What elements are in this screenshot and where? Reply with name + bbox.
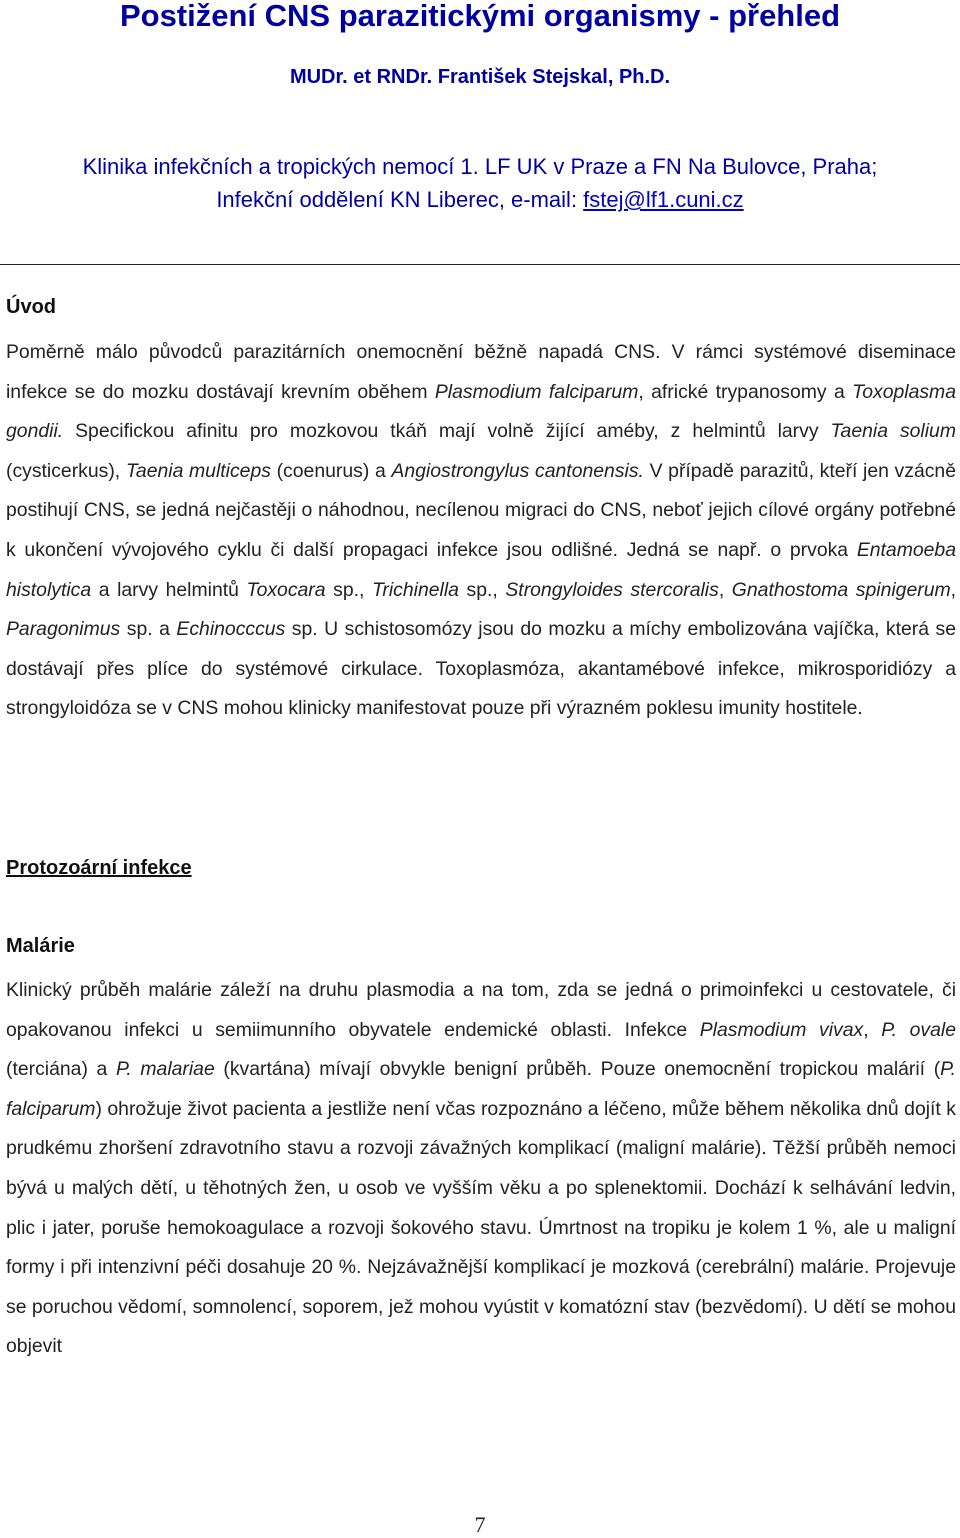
affiliation-line-2-text: Infekční oddělení KN Liberec, e-mail: — [216, 187, 584, 212]
section-heading-protozoa: Protozoární infekce — [6, 857, 192, 879]
page-number: 7 — [474, 1512, 486, 1537]
intro-heading: Úvod — [6, 296, 56, 318]
horizontal-divider — [0, 264, 960, 265]
affiliation-line-2 — [0, 183, 960, 216]
intro-paragraph: Poměrně málo původců parazitárních onemocnění běžně napadá CNS. V rámci systémové diseminace infekce se do mozku dostávají krevním oběhem Plasmodium falciparum, africké trypanosomy a Toxoplasma gondii. Specifickou afinitu pro mozkovou tkáň mají volně žijící améby, z helmintů larvy Taenia solium (cysticerkus), Taenia multiceps (coenurus) a Angiostrongylus cantonensis. V případě parazitů, kteří jen vzácně postihují CNS, se jedná nejčastěji o náhodnou, necílenou migraci do CNS, neboť jejich cílové orgány potřebné k ukončení vývojového cyklu či další propagaci infekce jsou odlišné. Jedná se např. o prvoka Entamoeba histolytica a larvy helmintů Toxocara sp., Trichinella sp., Strongyloides stercoralis, Gnathostoma spinigerum, Paragonimus sp. a Echinocccus sp. U schistosomózy jsou do mozku a míchy embolizována vajíčka, která se dostávají přes plíce do systémové cirkulace. Toxoplasmóza, akantamébové infekce, mikrosporidiózy a strongyloidóza se v CNS mohou klinicky manifestovat pouze při výrazném poklesu imunity hostitele. — [6, 341, 957, 720]
malaria-paragraph: Klinický průběh malárie záleží na druhu plasmodia a na tom, zda se jedná o primoinfekci u cestovatele, či opakovanou infekci u semiimunního obyvatele endemické oblasti. Infekce Plasmodium vivax, P. ovale (terciána) a P. malariae (kvartána) mívají obvykle benigní průběh. Pouze onemocnění tropickou malárií (P. falciparum) ohrožuje život pacienta a jestliže není včas rozpoznáno a léčeno, může během několika dnů dojít k prudkému zhoršení zdravotního stavu a rozvoji závažných komplikací (maligní malárie). Těžší průběh nemoci bývá u malých dětí, u těhotných žen, u osob ve vyšším věku a po splenektomii. Dochází k selhávání ledvin, plic i jater, poruše hemokoagulace a rozvoji šokového stavu. Úmrtnost na tropiku je kolem 1 %, ale u maligní formy i při intenzivní péči dosahuje 20 %. Nejzávažnější komplikací je mozková (cerebrální) malárie. Projevuje se poruchou vědomí, somnolencí, soporem, jež mohou vyústit v komatózní stav (bezvědomí). U dětí se mohou objevit — [6, 979, 956, 1358]
affiliation — [0, 150, 960, 216]
affiliation-line-1: Klinika infekčních a tropických nemocí 1. LF UK v Praze a FN Na Bulovce, Praha; — [82, 154, 878, 179]
author-name: MUDr. et RNDr. František Stejskal, Ph.D. — [289, 66, 671, 88]
page-title: Postižení CNS parazitickými organismy - přehled — [119, 0, 841, 33]
malaria-heading: Malárie — [6, 935, 75, 957]
email-link[interactable]: fstej@lf1.cuni.cz — [583, 187, 744, 212]
